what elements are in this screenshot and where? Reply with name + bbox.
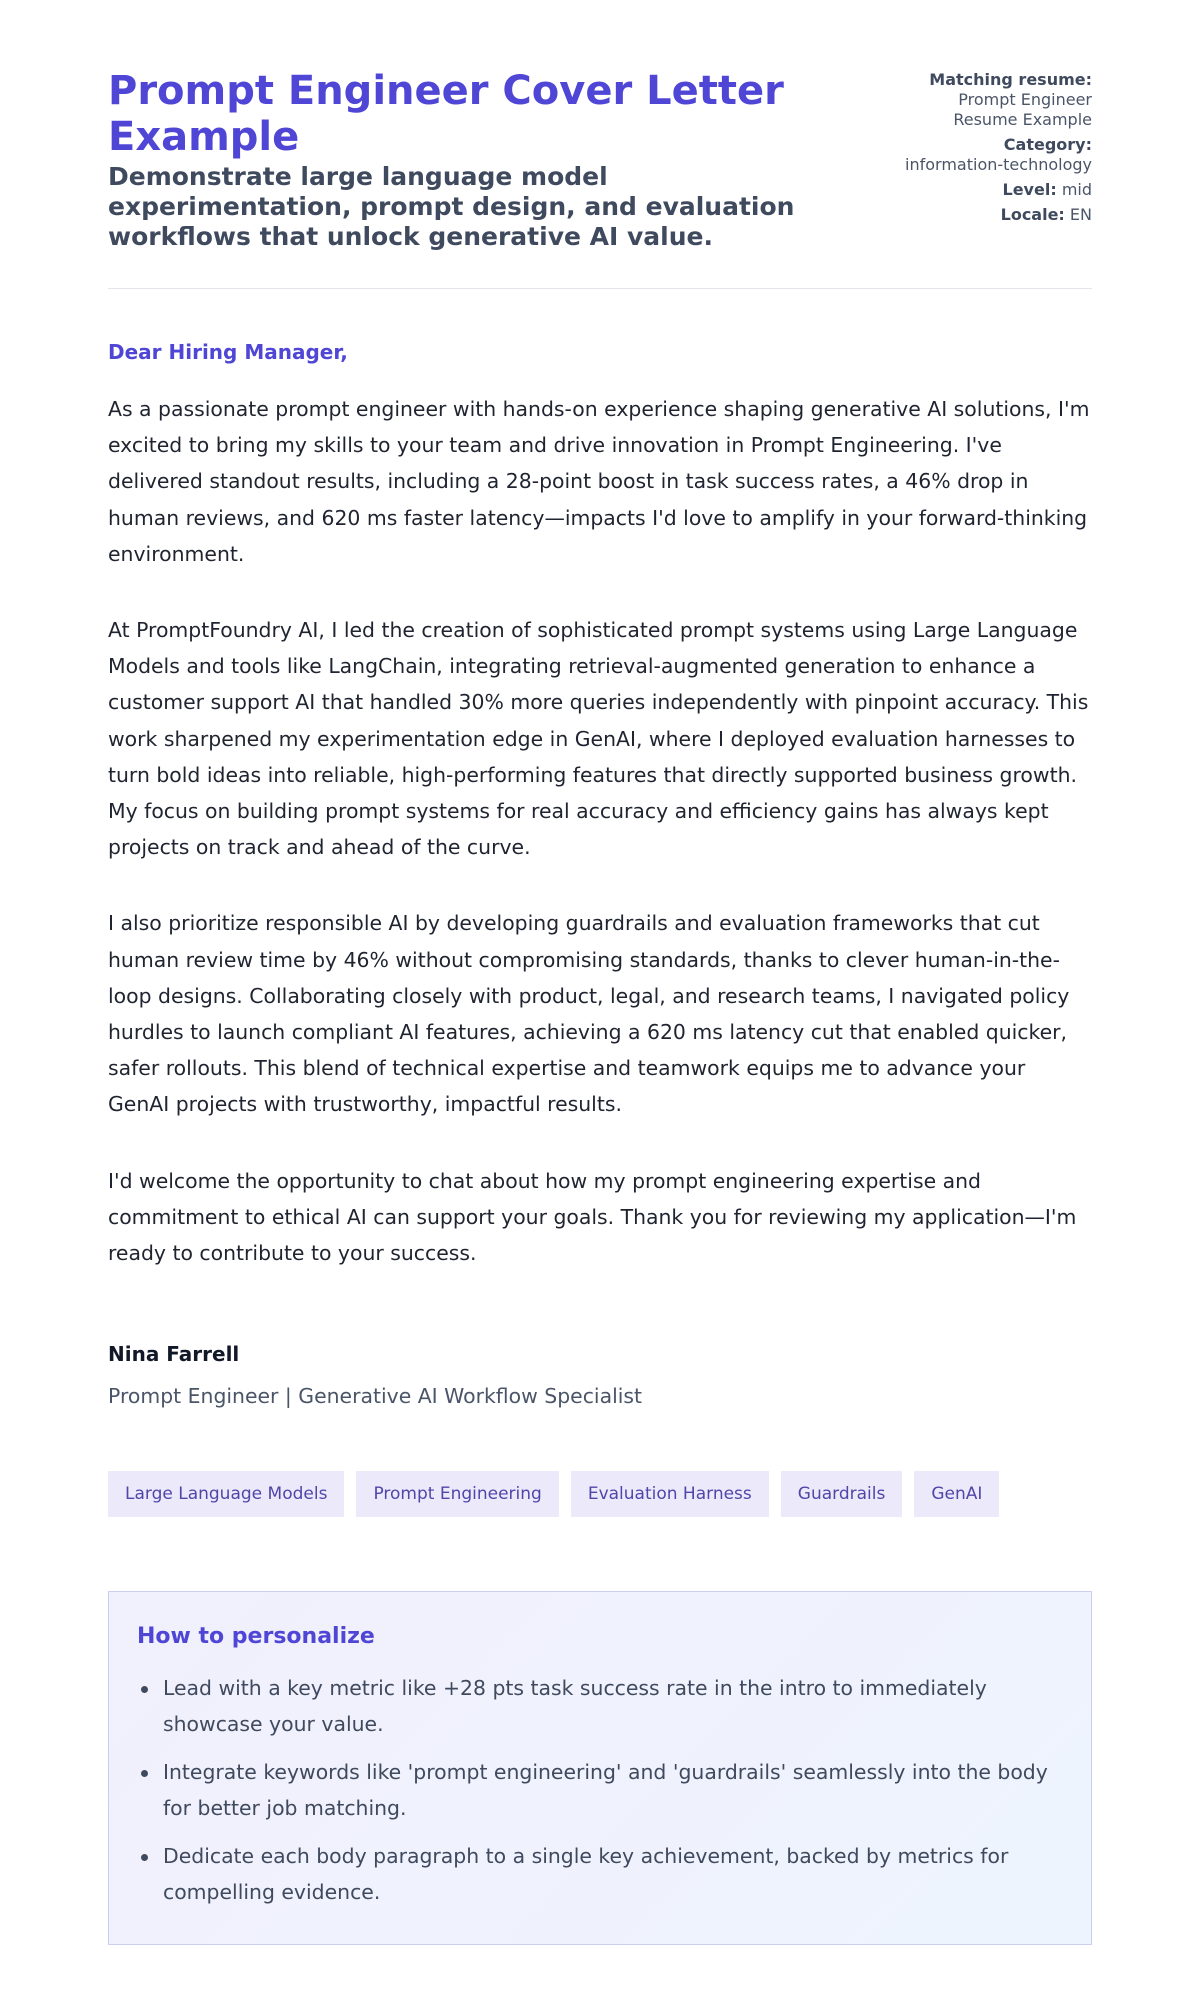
meta-category-label: Category: [1003,135,1092,154]
meta-level-value: mid [1061,180,1092,199]
meta-locale [892,205,1092,225]
meta-matching-resume [892,70,1092,130]
bullet-dot-icon [141,1854,148,1861]
meta-level-label: Level: [1002,180,1057,199]
signature-title: Prompt Engineer | Generative AI Workflow Specialist [108,1384,643,1409]
list-item [137,1838,1063,1910]
letter-paragraph-experience: At PromptFoundry AI, I led the creation of sophisticated prompt systems using Large Language Models and tools like LangChain, integrating retrieval-augmented generation to enhance a customer support AI that handled 30% more queries independently with pinpoint accuracy. This work sharpened my experimentation edge in GenAI, where I deployed evaluation harnesses to turn bold ideas into reliable, high-performing features that directly supported business growth. My focus on building prompt systems for real accuracy and efficiency gains has always kept projects on track and ahead of the curve. [108,618,1089,860]
tips-list [137,1670,1063,1910]
letter-paragraph-closing: I'd welcome the opportunity to chat about how my prompt engineering expertise and commitment to ethical AI can support your goals. Thank you for reviewing my application—I'm ready to contribute to your success. [108,1168,1077,1266]
meta-locale-value: EN [1069,205,1092,224]
meta-category-value: information-technology [905,155,1092,174]
list-item [137,1670,1063,1742]
meta-panel [892,68,1092,230]
letter-paragraph-intro: As a passionate prompt engineer with hands-on experience shaping generative AI solutions, I'm excited to bring my skills to your team and drive innovation in Prompt Engineering. I've delivered standout results, including a 28-point boost in task success rates, a 46% drop in human reviews, and 620 ms faster latency—impacts I'd love to amplify in your forward-thinking environment. [108,397,1090,566]
tip-text: Dedicate each body paragraph to a single key achievement, backed by metrics for compelling evidence. [163,1844,1009,1905]
page-subtitle: Demonstrate large language model experimentation, prompt design, and evaluation workflows that unlock generative AI value. [108,162,795,251]
page-title: Prompt Engineer Cover Letter Example [108,68,784,160]
bullet-dot-icon [141,1686,148,1693]
letter-paragraph-responsible-ai: I also prioritize responsible AI by developing guardrails and evaluation frameworks that cut human review time by 46% without compromising standards, thanks to clever human-in-the-loop designs. Collaborating closely with product, legal, and research teams, I navigated policy hurdles to launch compliant AI features, achieving a 620 ms latency cut that enabled quicker, safer rollouts. This blend of technical expertise and teamwork equips me to advance your GenAI projects with trustworthy, impactful results. [108,911,1070,1117]
skill-tag: Guardrails [781,1471,903,1517]
skill-tags [108,1471,1092,1517]
page-header [108,68,1092,289]
letter-greeting: Dear Hiring Manager, [108,340,348,364]
personalize-tips-box [108,1591,1092,1945]
skill-tag: Prompt Engineering [356,1471,558,1517]
tips-heading: How to personalize [137,1624,375,1650]
tip-text: Lead with a key metric like +28 pts task success rate in the intro to immediately showcase your value. [163,1676,987,1737]
title-block [108,68,828,252]
bullet-dot-icon [141,1770,148,1777]
meta-matching-resume-value[interactable]: Prompt Engineer Resume Example [953,90,1092,129]
signature-block [108,1341,1092,1409]
meta-matching-resume-label: Matching resume: [929,70,1092,89]
signature-name: Nina Farrell [108,1342,240,1367]
skill-tag: Large Language Models [108,1471,344,1517]
list-item [137,1754,1063,1826]
skill-tag: GenAI [914,1471,999,1517]
meta-locale-label: Locale: [1000,205,1065,224]
skill-tag: Evaluation Harness [571,1471,769,1517]
meta-level [892,180,1092,200]
tip-text: Integrate keywords like 'prompt engineering' and 'guardrails' seamlessly into the body for better job matching. [163,1760,1048,1821]
meta-category [892,135,1092,175]
letter-body [108,391,1092,1271]
